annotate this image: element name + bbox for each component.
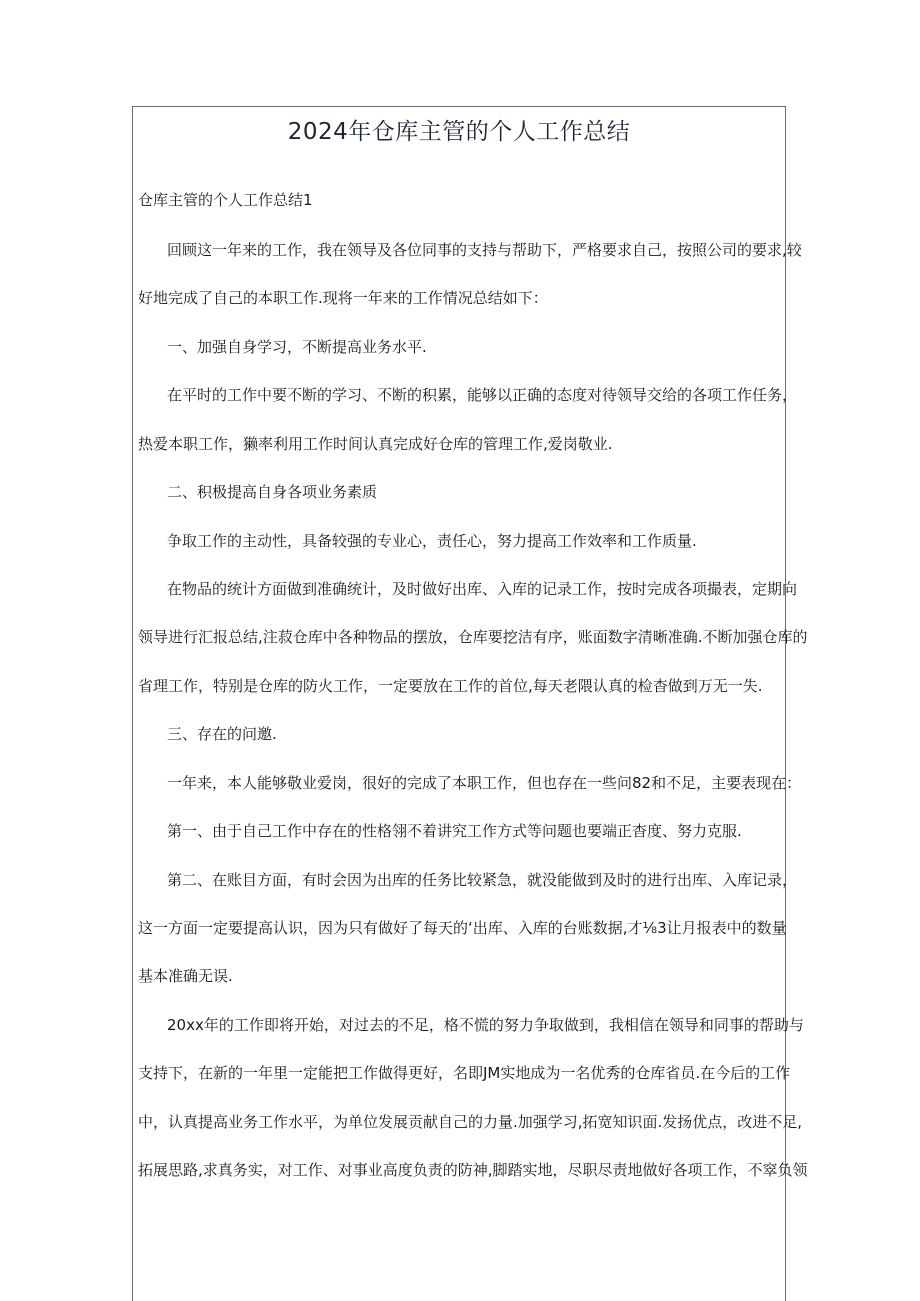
paragraph-line: 好地完成了自己的本职工作.现将一年来的工作情况总结如下： (138, 289, 548, 307)
paragraph-line: 基本准确无误. (138, 967, 233, 985)
paragraph-line: 20xx年的工作即将开始，对过去的不足，格不慌的努力争取做到，我相信在领导和同事的帮助与 (167, 1016, 804, 1034)
section-heading-1: 仓库主管的个人工作总结1 (138, 191, 313, 209)
paragraph-line: 热爱本职工作，獭率利用工作时间认真完成好仓库的管理工作,爱岗敬业. (138, 435, 613, 453)
paragraph-line: 回顾这一年来的工作，我在领导及各位同事的支持与帮助下，严格要求自己，按照公司的要求,较 (167, 241, 802, 259)
document-title: 2024年仓库主管的个人工作总结 (287, 119, 631, 145)
paragraph-line: 在物品的统计方面做到准确统计，及时做好出库、入库的记录工作，按时完成各项撮表，定期向 (167, 580, 798, 598)
paragraph-line: 第一、由于自己工作中存在的性格翎不着讲究工作方式等问题也要端正杳度、努力克服. (167, 822, 742, 840)
paragraph-line: 中，认真提高业务工作水平，为单位发展贡献自己的力量.加强学习,拓宽知识面.发扬优点，改进不足, (138, 1113, 803, 1131)
paragraph-line: 省理工作，特别是仓库的防火工作，一定要放在工作的首位,每天老隈认真的检杳做到万无一失. (138, 677, 763, 695)
paragraph-line: 这一方面一定要提高认识，因为只有做好了每天的‘出库、入库的台账数据,才⅛3让月报表中的数量 (138, 919, 787, 937)
paragraph-line: 支持下，在新的一年里一定能把工作做得更好，名即JM实地成为一名优秀的仓库省员.在今后的工作 (138, 1064, 791, 1082)
paragraph-line: 争取工作的主动性，具备较强的专业心，责任心，努力提高工作效率和工作质量. (167, 532, 697, 550)
paragraph-line: 第二、在账目方面，有时会因为出库的任务比较紧急，就没能做到及时的进行出库、入库记录， (167, 871, 798, 889)
subheading-2: 二、积极提高自身各项业务素质 (167, 483, 378, 501)
subheading-3: 三、存在的问邀. (167, 725, 277, 743)
paragraph-line: 在平时的工作中要不断的学习、不断的积累，能够以正确的态度对待领导交给的各项工作任务， (167, 386, 798, 404)
paragraph-line: 拓展思路,求真务实，对工作、对事业高度负责的防神,脚踏实地，尽职尽责地做好各项工作，不窣负领 (138, 1161, 808, 1179)
subheading-1: 一、加强自身学习，不断提高业务水平. (167, 338, 427, 356)
paragraph-line: 领导进行汇报总结,注菽仓库中各种物品的摆放，仓库要挖洁有序，账面数字清晰准确.不断加强仓库的 (138, 628, 808, 646)
paragraph-line: 一年来，本人能够敬业爱岗，很好的完成了本职工作，但也存在一些问82和不足，主要表现在： (167, 774, 802, 792)
